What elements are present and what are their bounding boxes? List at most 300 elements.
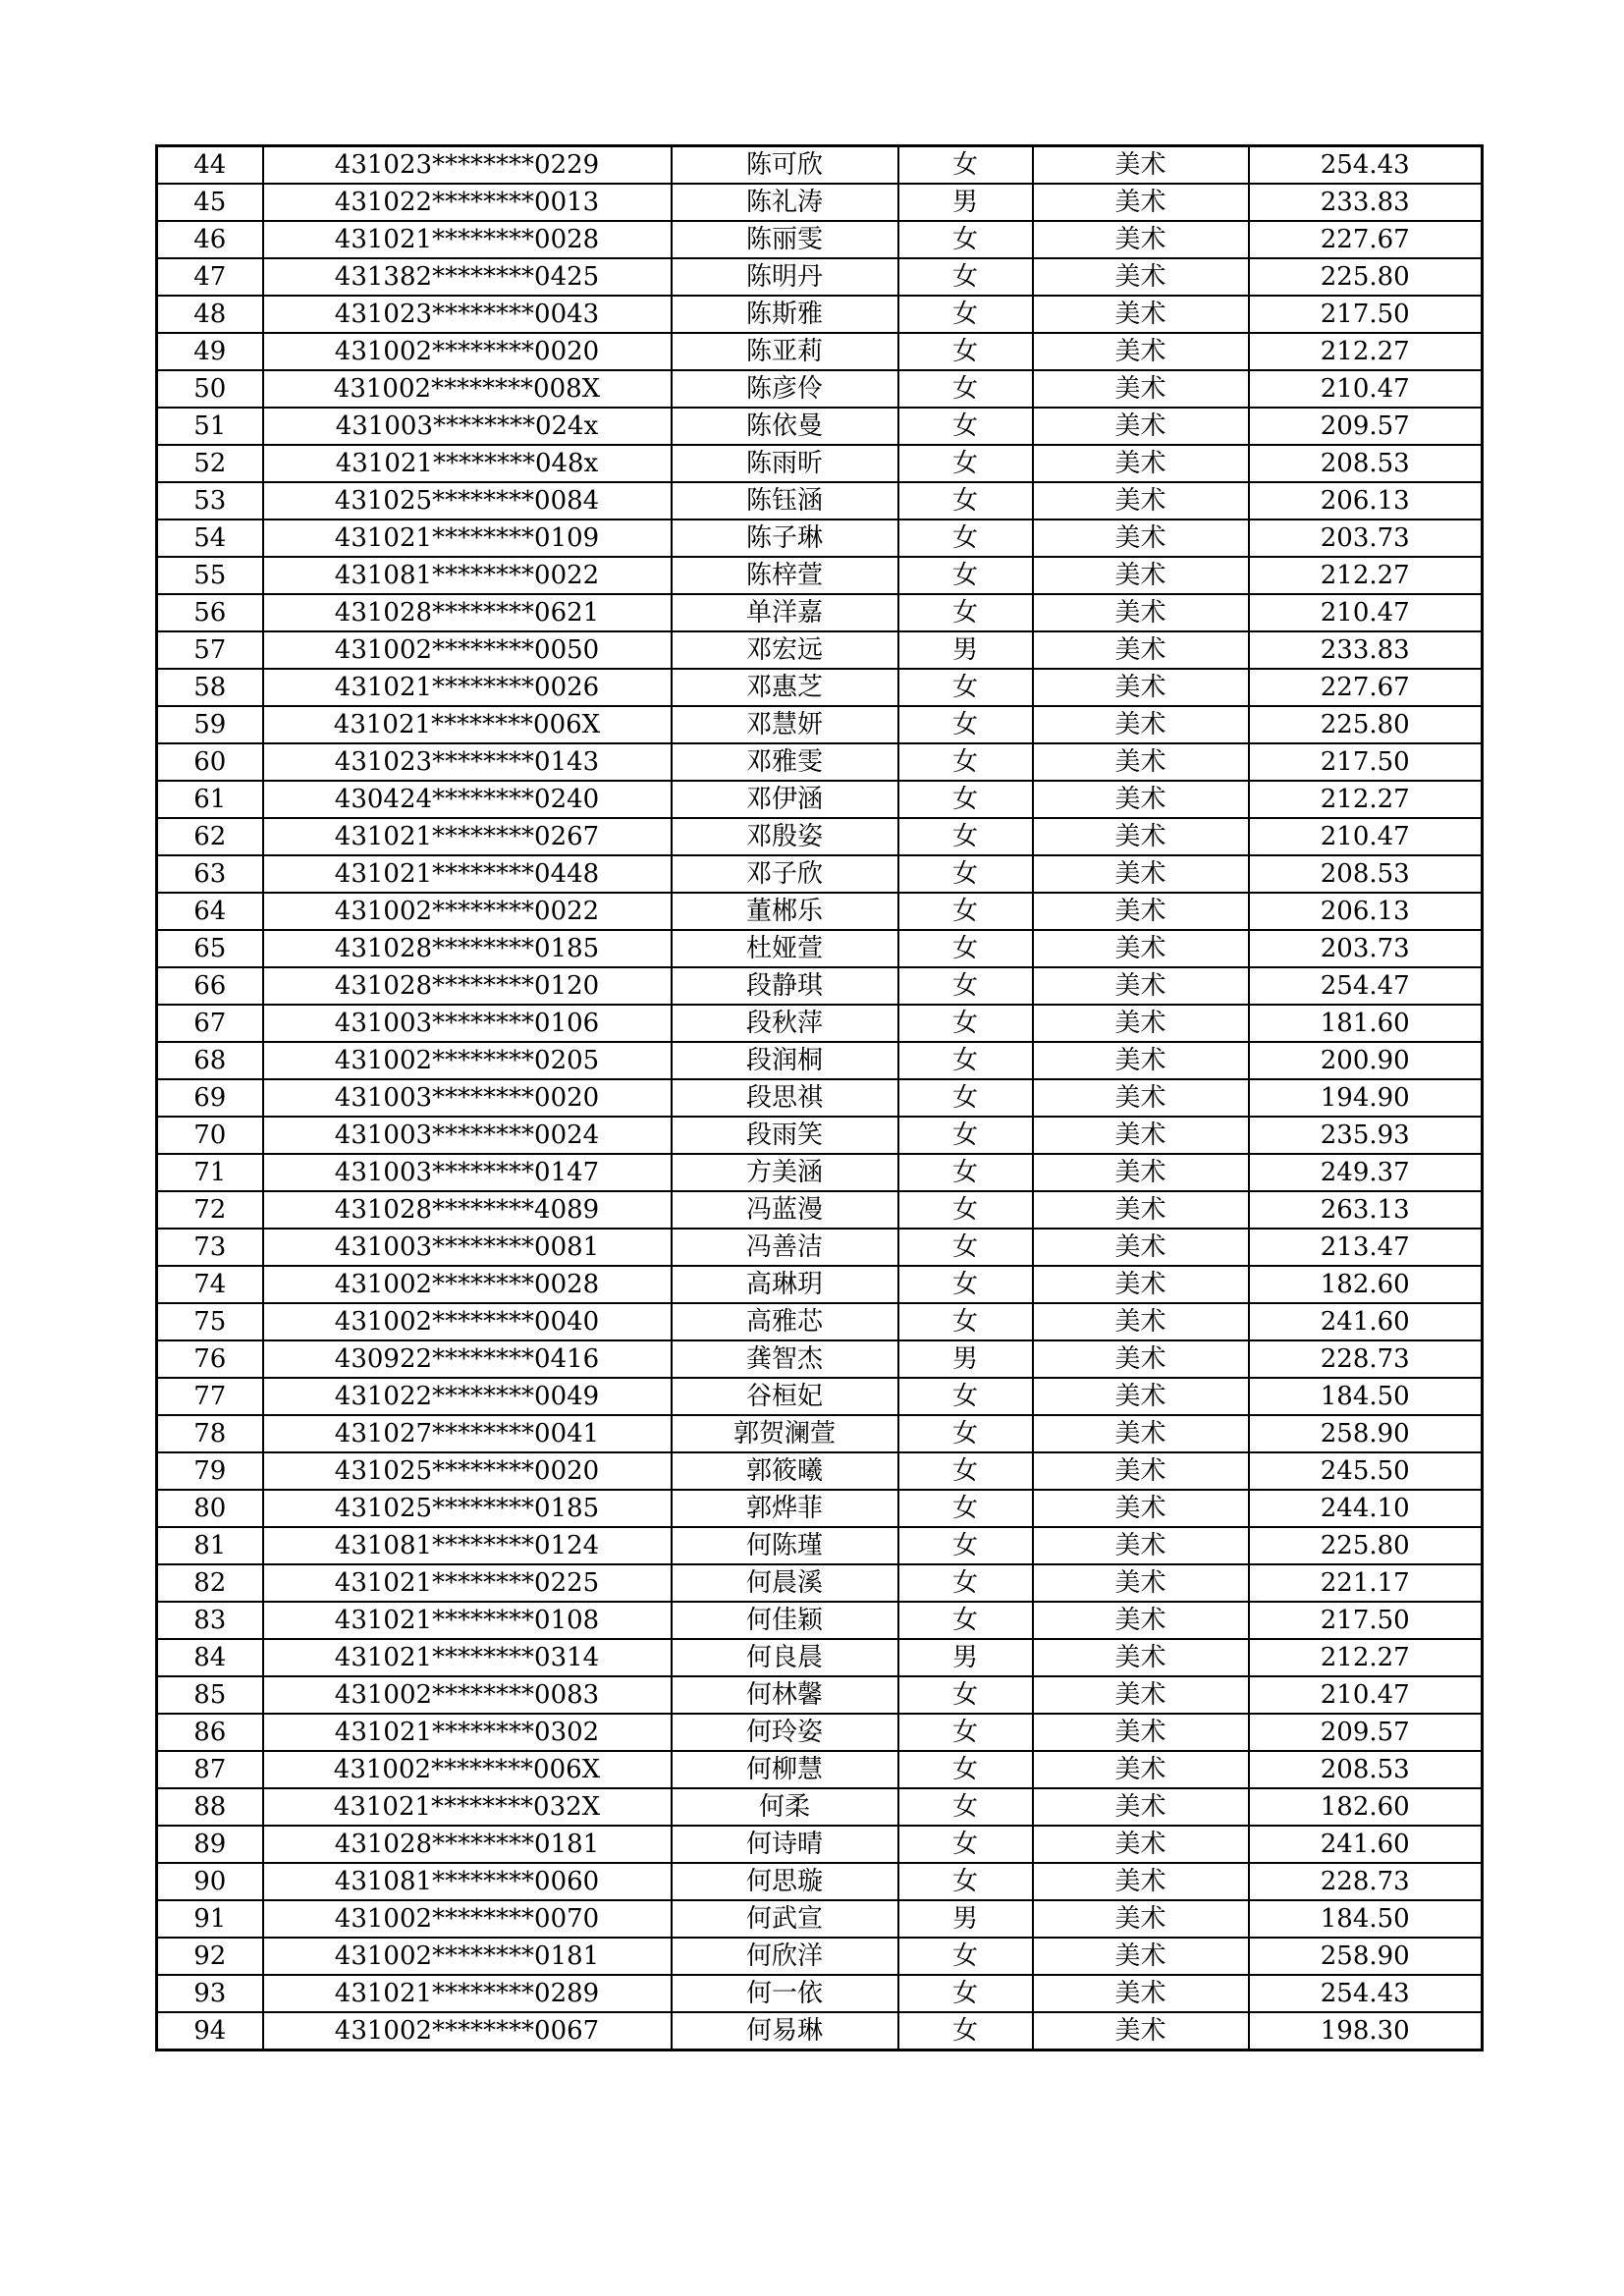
score-cell: 225.80 <box>1249 258 1483 296</box>
subject-cell: 美术 <box>1033 2012 1249 2050</box>
score-cell: 182.60 <box>1249 1266 1483 1303</box>
score-cell: 212.27 <box>1249 781 1483 818</box>
table-row <box>157 1676 1483 1714</box>
row-number-cell: 76 <box>157 1340 263 1378</box>
score-cell: 181.60 <box>1249 1005 1483 1042</box>
name-cell: 冯蓝漫 <box>672 1191 898 1229</box>
table-row <box>157 1602 1483 1639</box>
score-table-body <box>157 146 1483 2050</box>
table-row <box>157 669 1483 706</box>
subject-cell: 美术 <box>1033 296 1249 333</box>
name-cell: 邓殷姿 <box>672 818 898 855</box>
name-cell: 何武宣 <box>672 1900 898 1938</box>
table-row <box>157 519 1483 557</box>
id-number-cell: 431003********0081 <box>263 1229 672 1266</box>
name-cell: 何陈瑾 <box>672 1527 898 1564</box>
score-cell: 227.67 <box>1249 669 1483 706</box>
subject-cell: 美术 <box>1033 1266 1249 1303</box>
subject-cell: 美术 <box>1033 557 1249 594</box>
table-row <box>157 1303 1483 1340</box>
table-row <box>157 706 1483 743</box>
subject-cell: 美术 <box>1033 408 1249 445</box>
subject-cell: 美术 <box>1033 855 1249 893</box>
table-row <box>157 1490 1483 1527</box>
name-cell: 郭筱曦 <box>672 1452 898 1490</box>
row-number-cell: 49 <box>157 333 263 370</box>
table-row <box>157 1154 1483 1191</box>
table-row <box>157 408 1483 445</box>
name-cell: 高琳玥 <box>672 1266 898 1303</box>
id-number-cell: 431027********0041 <box>263 1415 672 1452</box>
score-cell: 228.73 <box>1249 1863 1483 1900</box>
row-number-cell: 87 <box>157 1751 263 1788</box>
gender-cell: 女 <box>898 1527 1033 1564</box>
score-cell: 198.30 <box>1249 2012 1483 2050</box>
name-cell: 段思祺 <box>672 1079 898 1117</box>
name-cell: 邓慧妍 <box>672 706 898 743</box>
id-number-cell: 431002********0028 <box>263 1266 672 1303</box>
gender-cell: 女 <box>898 370 1033 408</box>
id-number-cell: 431021********0108 <box>263 1602 672 1639</box>
subject-cell: 美术 <box>1033 1415 1249 1452</box>
score-cell: 254.43 <box>1249 146 1483 185</box>
name-cell: 何柔 <box>672 1788 898 1826</box>
name-cell: 陈丽雯 <box>672 221 898 258</box>
subject-cell: 美术 <box>1033 370 1249 408</box>
subject-cell: 美术 <box>1033 1079 1249 1117</box>
row-number-cell: 64 <box>157 893 263 930</box>
name-cell: 郭烨菲 <box>672 1490 898 1527</box>
score-cell: 225.80 <box>1249 1527 1483 1564</box>
gender-cell: 女 <box>898 818 1033 855</box>
id-number-cell: 431021********0267 <box>263 818 672 855</box>
subject-cell: 美术 <box>1033 1005 1249 1042</box>
name-cell: 何易琳 <box>672 2012 898 2050</box>
row-number-cell: 46 <box>157 221 263 258</box>
name-cell: 何佳颖 <box>672 1602 898 1639</box>
gender-cell: 女 <box>898 1452 1033 1490</box>
subject-cell: 美术 <box>1033 1490 1249 1527</box>
gender-cell: 女 <box>898 1490 1033 1527</box>
id-number-cell: 431021********0302 <box>263 1714 672 1751</box>
row-number-cell: 47 <box>157 258 263 296</box>
gender-cell: 女 <box>898 1826 1033 1863</box>
score-cell: 200.90 <box>1249 1042 1483 1079</box>
name-cell: 陈雨昕 <box>672 445 898 482</box>
name-cell: 高雅芯 <box>672 1303 898 1340</box>
table-row <box>157 1639 1483 1676</box>
gender-cell: 女 <box>898 930 1033 967</box>
gender-cell: 女 <box>898 333 1033 370</box>
table-row <box>157 1938 1483 1975</box>
name-cell: 何林馨 <box>672 1676 898 1714</box>
table-row <box>157 893 1483 930</box>
name-cell: 段润桐 <box>672 1042 898 1079</box>
name-cell: 何晨溪 <box>672 1564 898 1602</box>
name-cell: 龚智杰 <box>672 1340 898 1378</box>
gender-cell: 女 <box>898 1191 1033 1229</box>
score-cell: 212.27 <box>1249 333 1483 370</box>
score-cell: 235.93 <box>1249 1117 1483 1154</box>
id-number-cell: 431021********0314 <box>263 1639 672 1676</box>
gender-cell: 女 <box>898 1676 1033 1714</box>
name-cell: 邓伊涵 <box>672 781 898 818</box>
gender-cell: 女 <box>898 557 1033 594</box>
id-number-cell: 431023********0143 <box>263 743 672 781</box>
name-cell: 陈可欣 <box>672 146 898 185</box>
table-row <box>157 930 1483 967</box>
score-cell: 194.90 <box>1249 1079 1483 1117</box>
name-cell: 陈明丹 <box>672 258 898 296</box>
row-number-cell: 53 <box>157 482 263 519</box>
table-row <box>157 1863 1483 1900</box>
name-cell: 段静琪 <box>672 967 898 1005</box>
id-number-cell: 431028********0185 <box>263 930 672 967</box>
id-number-cell: 431021********048x <box>263 445 672 482</box>
table-row <box>157 184 1483 221</box>
row-number-cell: 58 <box>157 669 263 706</box>
subject-cell: 美术 <box>1033 519 1249 557</box>
table-row <box>157 1975 1483 2012</box>
table-row <box>157 781 1483 818</box>
subject-cell: 美术 <box>1033 1154 1249 1191</box>
subject-cell: 美术 <box>1033 1564 1249 1602</box>
table-row <box>157 743 1483 781</box>
table-row <box>157 1415 1483 1452</box>
score-cell: 244.10 <box>1249 1490 1483 1527</box>
score-cell: 212.27 <box>1249 557 1483 594</box>
subject-cell: 美术 <box>1033 1303 1249 1340</box>
row-number-cell: 94 <box>157 2012 263 2050</box>
score-cell: 217.50 <box>1249 1602 1483 1639</box>
row-number-cell: 80 <box>157 1490 263 1527</box>
row-number-cell: 63 <box>157 855 263 893</box>
id-number-cell: 431002********0040 <box>263 1303 672 1340</box>
table-row <box>157 333 1483 370</box>
id-number-cell: 431081********0124 <box>263 1527 672 1564</box>
score-cell: 221.17 <box>1249 1564 1483 1602</box>
id-number-cell: 431002********0083 <box>263 1676 672 1714</box>
row-number-cell: 54 <box>157 519 263 557</box>
table-row <box>157 1229 1483 1266</box>
subject-cell: 美术 <box>1033 184 1249 221</box>
name-cell: 陈钰涵 <box>672 482 898 519</box>
table-row <box>157 1751 1483 1788</box>
gender-cell: 女 <box>898 893 1033 930</box>
gender-cell: 女 <box>898 706 1033 743</box>
row-number-cell: 48 <box>157 296 263 333</box>
subject-cell: 美术 <box>1033 594 1249 631</box>
row-number-cell: 61 <box>157 781 263 818</box>
subject-cell: 美术 <box>1033 258 1249 296</box>
id-number-cell: 431021********0448 <box>263 855 672 893</box>
id-number-cell: 431002********008X <box>263 370 672 408</box>
score-cell: 208.53 <box>1249 855 1483 893</box>
name-cell: 何良晨 <box>672 1639 898 1676</box>
name-cell: 杜娅萱 <box>672 930 898 967</box>
id-number-cell: 431382********0425 <box>263 258 672 296</box>
row-number-cell: 85 <box>157 1676 263 1714</box>
name-cell: 何思璇 <box>672 1863 898 1900</box>
name-cell: 董郴乐 <box>672 893 898 930</box>
name-cell: 何诗晴 <box>672 1826 898 1863</box>
table-row <box>157 1527 1483 1564</box>
table-row <box>157 1452 1483 1490</box>
name-cell: 陈彦伶 <box>672 370 898 408</box>
table-row <box>157 1340 1483 1378</box>
row-number-cell: 50 <box>157 370 263 408</box>
row-number-cell: 72 <box>157 1191 263 1229</box>
subject-cell: 美术 <box>1033 930 1249 967</box>
score-cell: 228.73 <box>1249 1340 1483 1378</box>
table-row <box>157 557 1483 594</box>
id-number-cell: 431021********0109 <box>263 519 672 557</box>
gender-cell: 女 <box>898 258 1033 296</box>
id-number-cell: 431002********0050 <box>263 631 672 669</box>
score-cell: 212.27 <box>1249 1639 1483 1676</box>
score-cell: 182.60 <box>1249 1788 1483 1826</box>
name-cell: 何欣洋 <box>672 1938 898 1975</box>
row-number-cell: 83 <box>157 1602 263 1639</box>
score-cell: 213.47 <box>1249 1229 1483 1266</box>
score-cell: 210.47 <box>1249 1676 1483 1714</box>
row-number-cell: 75 <box>157 1303 263 1340</box>
name-cell: 何一依 <box>672 1975 898 2012</box>
table-row <box>157 1826 1483 1863</box>
id-number-cell: 430424********0240 <box>263 781 672 818</box>
name-cell: 冯善洁 <box>672 1229 898 1266</box>
id-number-cell: 431002********0022 <box>263 893 672 930</box>
gender-cell: 女 <box>898 1303 1033 1340</box>
subject-cell: 美术 <box>1033 1191 1249 1229</box>
subject-cell: 美术 <box>1033 1117 1249 1154</box>
row-number-cell: 55 <box>157 557 263 594</box>
table-row <box>157 1117 1483 1154</box>
score-cell: 254.47 <box>1249 967 1483 1005</box>
score-cell: 209.57 <box>1249 1714 1483 1751</box>
row-number-cell: 88 <box>157 1788 263 1826</box>
gender-cell: 男 <box>898 1340 1033 1378</box>
gender-cell: 女 <box>898 408 1033 445</box>
score-table <box>155 144 1484 2051</box>
subject-cell: 美术 <box>1033 1714 1249 1751</box>
subject-cell: 美术 <box>1033 1452 1249 1490</box>
id-number-cell: 431021********0026 <box>263 669 672 706</box>
gender-cell: 女 <box>898 1415 1033 1452</box>
gender-cell: 女 <box>898 1975 1033 2012</box>
row-number-cell: 67 <box>157 1005 263 1042</box>
table-row <box>157 631 1483 669</box>
score-cell: 209.57 <box>1249 408 1483 445</box>
gender-cell: 男 <box>898 184 1033 221</box>
subject-cell: 美术 <box>1033 669 1249 706</box>
gender-cell: 女 <box>898 1751 1033 1788</box>
row-number-cell: 69 <box>157 1079 263 1117</box>
subject-cell: 美术 <box>1033 1602 1249 1639</box>
score-cell: 203.73 <box>1249 519 1483 557</box>
table-row <box>157 1788 1483 1826</box>
score-cell: 184.50 <box>1249 1378 1483 1415</box>
id-number-cell: 431002********0070 <box>263 1900 672 1938</box>
id-number-cell: 431002********0205 <box>263 1042 672 1079</box>
score-cell: 241.60 <box>1249 1826 1483 1863</box>
table-row <box>157 482 1483 519</box>
gender-cell: 女 <box>898 146 1033 185</box>
row-number-cell: 62 <box>157 818 263 855</box>
gender-cell: 女 <box>898 519 1033 557</box>
row-number-cell: 44 <box>157 146 263 185</box>
row-number-cell: 65 <box>157 930 263 967</box>
score-cell: 254.43 <box>1249 1975 1483 2012</box>
row-number-cell: 82 <box>157 1564 263 1602</box>
name-cell: 方美涵 <box>672 1154 898 1191</box>
table-row <box>157 1042 1483 1079</box>
row-number-cell: 71 <box>157 1154 263 1191</box>
gender-cell: 女 <box>898 855 1033 893</box>
subject-cell: 美术 <box>1033 631 1249 669</box>
id-number-cell: 431003********024x <box>263 408 672 445</box>
id-number-cell: 431025********0084 <box>263 482 672 519</box>
gender-cell: 男 <box>898 631 1033 669</box>
row-number-cell: 86 <box>157 1714 263 1751</box>
subject-cell: 美术 <box>1033 1340 1249 1378</box>
subject-cell: 美术 <box>1033 1639 1249 1676</box>
name-cell: 邓子欣 <box>672 855 898 893</box>
row-number-cell: 90 <box>157 1863 263 1900</box>
row-number-cell: 79 <box>157 1452 263 1490</box>
gender-cell: 女 <box>898 967 1033 1005</box>
gender-cell: 女 <box>898 1079 1033 1117</box>
subject-cell: 美术 <box>1033 1378 1249 1415</box>
subject-cell: 美术 <box>1033 1751 1249 1788</box>
subject-cell: 美术 <box>1033 221 1249 258</box>
id-number-cell: 431002********006X <box>263 1751 672 1788</box>
score-cell: 249.37 <box>1249 1154 1483 1191</box>
subject-cell: 美术 <box>1033 743 1249 781</box>
score-cell: 263.13 <box>1249 1191 1483 1229</box>
score-cell: 227.67 <box>1249 221 1483 258</box>
id-number-cell: 431003********0024 <box>263 1117 672 1154</box>
id-number-cell: 431021********0225 <box>263 1564 672 1602</box>
id-number-cell: 431025********0185 <box>263 1490 672 1527</box>
gender-cell: 女 <box>898 1378 1033 1415</box>
name-cell: 陈亚莉 <box>672 333 898 370</box>
gender-cell: 女 <box>898 1863 1033 1900</box>
subject-cell: 美术 <box>1033 1826 1249 1863</box>
score-cell: 217.50 <box>1249 296 1483 333</box>
table-row <box>157 1378 1483 1415</box>
name-cell: 陈依曼 <box>672 408 898 445</box>
row-number-cell: 56 <box>157 594 263 631</box>
id-number-cell: 431003********0020 <box>263 1079 672 1117</box>
name-cell: 陈梓萱 <box>672 557 898 594</box>
score-cell: 208.53 <box>1249 1751 1483 1788</box>
row-number-cell: 78 <box>157 1415 263 1452</box>
row-number-cell: 81 <box>157 1527 263 1564</box>
score-cell: 210.47 <box>1249 818 1483 855</box>
subject-cell: 美术 <box>1033 1229 1249 1266</box>
id-number-cell: 431023********0043 <box>263 296 672 333</box>
table-row <box>157 370 1483 408</box>
gender-cell: 女 <box>898 1714 1033 1751</box>
name-cell: 郭贺澜萱 <box>672 1415 898 1452</box>
score-cell: 217.50 <box>1249 743 1483 781</box>
table-row <box>157 296 1483 333</box>
subject-cell: 美术 <box>1033 1527 1249 1564</box>
gender-cell: 女 <box>898 1602 1033 1639</box>
gender-cell: 女 <box>898 1564 1033 1602</box>
subject-cell: 美术 <box>1033 333 1249 370</box>
score-cell: 258.90 <box>1249 1415 1483 1452</box>
gender-cell: 女 <box>898 1229 1033 1266</box>
score-cell: 258.90 <box>1249 1938 1483 1975</box>
subject-cell: 美术 <box>1033 706 1249 743</box>
gender-cell: 女 <box>898 1154 1033 1191</box>
row-number-cell: 92 <box>157 1938 263 1975</box>
table-row <box>157 146 1483 185</box>
table-row <box>157 1714 1483 1751</box>
gender-cell: 男 <box>898 1639 1033 1676</box>
subject-cell: 美术 <box>1033 1863 1249 1900</box>
table-row <box>157 445 1483 482</box>
name-cell: 邓雅雯 <box>672 743 898 781</box>
row-number-cell: 74 <box>157 1266 263 1303</box>
id-number-cell: 431028********0120 <box>263 967 672 1005</box>
gender-cell: 女 <box>898 1788 1033 1826</box>
name-cell: 陈斯雅 <box>672 296 898 333</box>
row-number-cell: 68 <box>157 1042 263 1079</box>
gender-cell: 女 <box>898 1117 1033 1154</box>
id-number-cell: 431021********006X <box>263 706 672 743</box>
name-cell: 单洋嘉 <box>672 594 898 631</box>
gender-cell: 女 <box>898 296 1033 333</box>
subject-cell: 美术 <box>1033 967 1249 1005</box>
table-row <box>157 1191 1483 1229</box>
row-number-cell: 84 <box>157 1639 263 1676</box>
subject-cell: 美术 <box>1033 1042 1249 1079</box>
id-number-cell: 431002********0181 <box>263 1938 672 1975</box>
subject-cell: 美术 <box>1033 1900 1249 1938</box>
id-number-cell: 431022********0013 <box>263 184 672 221</box>
table-row <box>157 1005 1483 1042</box>
id-number-cell: 431002********0020 <box>263 333 672 370</box>
id-number-cell: 431003********0106 <box>263 1005 672 1042</box>
id-number-cell: 431081********0022 <box>263 557 672 594</box>
table-row <box>157 1266 1483 1303</box>
table-row <box>157 855 1483 893</box>
id-number-cell: 431022********0049 <box>263 1378 672 1415</box>
table-row <box>157 1900 1483 1938</box>
gender-cell: 女 <box>898 221 1033 258</box>
row-number-cell: 66 <box>157 967 263 1005</box>
id-number-cell: 431003********0147 <box>263 1154 672 1191</box>
gender-cell: 女 <box>898 669 1033 706</box>
name-cell: 陈子琳 <box>672 519 898 557</box>
score-cell: 210.47 <box>1249 594 1483 631</box>
table-row <box>157 1079 1483 1117</box>
table-row <box>157 818 1483 855</box>
subject-cell: 美术 <box>1033 893 1249 930</box>
score-cell: 206.13 <box>1249 893 1483 930</box>
table-row <box>157 594 1483 631</box>
score-cell: 241.60 <box>1249 1303 1483 1340</box>
name-cell: 邓宏远 <box>672 631 898 669</box>
id-number-cell: 431081********0060 <box>263 1863 672 1900</box>
subject-cell: 美术 <box>1033 1938 1249 1975</box>
name-cell: 段秋萍 <box>672 1005 898 1042</box>
row-number-cell: 73 <box>157 1229 263 1266</box>
row-number-cell: 89 <box>157 1826 263 1863</box>
